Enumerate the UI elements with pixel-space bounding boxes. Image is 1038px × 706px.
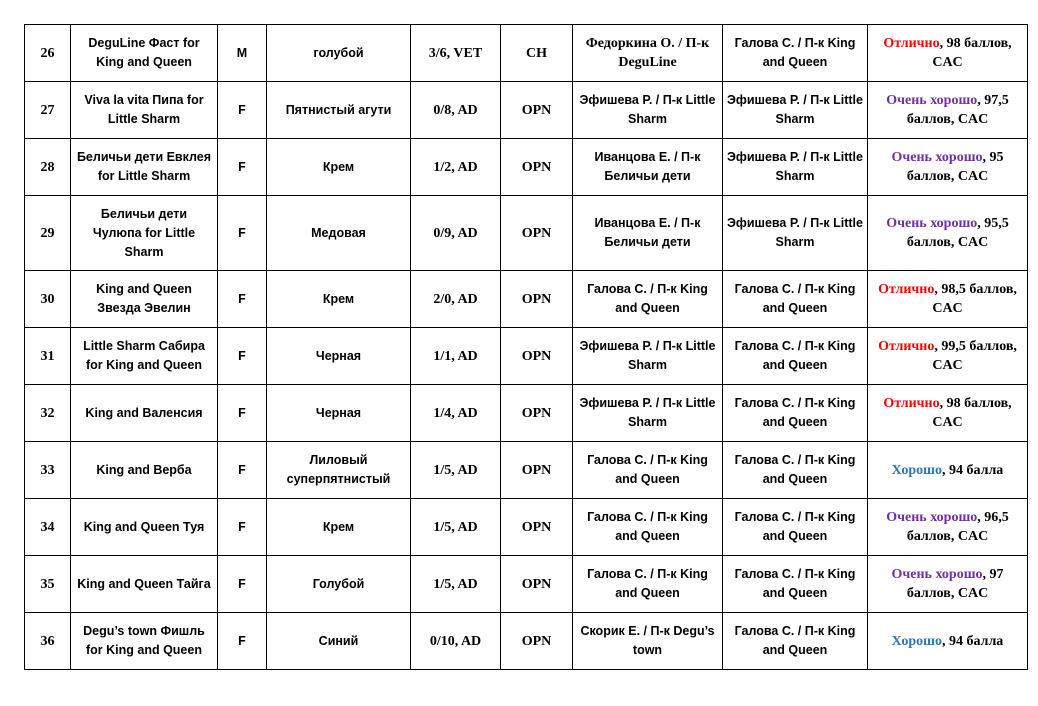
coat-color: Медовая <box>267 196 411 271</box>
grade-cell <box>868 139 1028 196</box>
table-row <box>25 385 1028 442</box>
table-row <box>25 556 1028 613</box>
sex: F <box>218 556 267 613</box>
age-category: 1/4, AD <box>411 385 501 442</box>
show-class: OPN <box>501 82 573 139</box>
table-row <box>25 328 1028 385</box>
coat-color: голубой <box>267 25 411 82</box>
row-number: 35 <box>25 556 71 613</box>
coat-color: Крем <box>267 499 411 556</box>
age-category: 1/5, AD <box>411 442 501 499</box>
grade-label: Хорошо <box>891 462 942 478</box>
coat-color: Крем <box>267 271 411 328</box>
grade-cell <box>868 82 1028 139</box>
grade-cell <box>868 556 1028 613</box>
owner: Галова С. / П-к King and Queen <box>723 556 868 613</box>
sex: M <box>218 25 267 82</box>
animal-name: DeguLine Фаст for King and Queen <box>71 25 218 82</box>
grade-cell <box>868 328 1028 385</box>
sex: F <box>218 499 267 556</box>
grade-detail: , 98 баллов, CAC <box>932 36 1012 70</box>
grade-label: Очень хорошо <box>891 567 983 582</box>
owner: Галова С. / П-к King and Queen <box>723 25 868 82</box>
breeder: Галова С. / П-к King and Queen <box>573 442 723 499</box>
age-category: 0/8, AD <box>411 82 501 139</box>
grade-detail: , 97,5 баллов, CAC <box>906 93 1009 127</box>
animal-name: Беличьи дети Чулюпа for Little Sharm <box>71 196 218 271</box>
grade-label: Очень хорошо <box>886 216 978 231</box>
sex: F <box>218 271 267 328</box>
row-number: 30 <box>25 271 71 328</box>
grade-detail: , 94 балла <box>941 462 1004 478</box>
owner: Эфишева Р. / П-к Little Sharm <box>723 82 868 139</box>
results-table <box>24 24 1028 670</box>
grade-label: Очень хорошо <box>886 93 978 108</box>
owner: Галова С. / П-к King and Queen <box>723 442 868 499</box>
owner: Галова С. / П-к King and Queen <box>723 328 868 385</box>
animal-name: King and Queen Туя <box>71 499 218 556</box>
table-row <box>25 442 1028 499</box>
owner: Галова С. / П-к King and Queen <box>723 613 868 670</box>
grade-cell <box>868 25 1028 82</box>
grade-detail: , 95 баллов, CAC <box>906 150 1004 184</box>
show-class: OPN <box>501 271 573 328</box>
animal-name: King and Валенсия <box>71 385 218 442</box>
age-category: 1/5, AD <box>411 556 501 613</box>
coat-color: Черная <box>267 328 411 385</box>
sex: F <box>218 196 267 271</box>
show-class: OPN <box>501 499 573 556</box>
grade-cell <box>868 385 1028 442</box>
grade-detail: , 94 балла <box>941 633 1004 649</box>
show-class: CH <box>501 25 573 82</box>
show-class: OPN <box>501 196 573 271</box>
breeder: Эфишева Р. / П-к Little Sharm <box>573 328 723 385</box>
show-class: OPN <box>501 385 573 442</box>
row-number: 34 <box>25 499 71 556</box>
grade-cell <box>868 499 1028 556</box>
row-number: 32 <box>25 385 71 442</box>
row-number: 33 <box>25 442 71 499</box>
coat-color: Синий <box>267 613 411 670</box>
table-row <box>25 271 1028 328</box>
grade-label: Очень хорошо <box>891 150 983 165</box>
owner: Эфишева Р. / П-к Little Sharm <box>723 196 868 271</box>
grade-cell <box>868 613 1028 670</box>
grade-label: Отлично <box>878 282 935 297</box>
breeder: Иванцова Е. / П-к Беличьи дети <box>573 139 723 196</box>
breeder: Эфишева Р. / П-к Little Sharm <box>573 385 723 442</box>
coat-color: Черная <box>267 385 411 442</box>
table-row <box>25 613 1028 670</box>
row-number: 36 <box>25 613 71 670</box>
animal-name: King and Верба <box>71 442 218 499</box>
grade-detail: , 95,5 баллов, CAC <box>906 216 1009 250</box>
table-row <box>25 139 1028 196</box>
animal-name: King and Queen Звезда Эвелин <box>71 271 218 328</box>
grade-label: Отлично <box>883 36 940 51</box>
grade-detail: , 98 баллов, CAC <box>932 396 1012 430</box>
grade-detail: , 97 баллов, CAC <box>906 567 1004 601</box>
grade-label: Отлично <box>878 339 935 354</box>
grade-cell <box>868 196 1028 271</box>
animal-name: Viva la vita Пипа for Little Sharm <box>71 82 218 139</box>
table-row <box>25 82 1028 139</box>
grade-label: Очень хорошо <box>886 510 978 525</box>
row-number: 29 <box>25 196 71 271</box>
age-category: 1/2, AD <box>411 139 501 196</box>
age-category: 1/1, AD <box>411 328 501 385</box>
age-category: 0/10, AD <box>411 613 501 670</box>
coat-color: Пятнистый агути <box>267 82 411 139</box>
breeder: Галова С. / П-к King and Queen <box>573 556 723 613</box>
animal-name: Degu’s town Фишль for King and Queen <box>71 613 218 670</box>
coat-color: Голубой <box>267 556 411 613</box>
age-category: 3/6, VET <box>411 25 501 82</box>
sex: F <box>218 442 267 499</box>
row-number: 28 <box>25 139 71 196</box>
sex: F <box>218 328 267 385</box>
animal-name: Little Sharm Сабира for King and Queen <box>71 328 218 385</box>
table-row <box>25 196 1028 271</box>
age-category: 1/5, AD <box>411 499 501 556</box>
animal-name: King and Queen Тайга <box>71 556 218 613</box>
show-class: OPN <box>501 613 573 670</box>
grade-cell <box>868 271 1028 328</box>
sex: F <box>218 139 267 196</box>
grade-label: Отлично <box>883 396 940 411</box>
owner: Галова С. / П-к King and Queen <box>723 499 868 556</box>
animal-name: Беличьи дети Евклея for Little Sharm <box>71 139 218 196</box>
breeder: Федоркина О. / П-к DeguLine <box>573 25 723 82</box>
grade-detail: , 99,5 баллов, CAC <box>932 339 1017 373</box>
row-number: 26 <box>25 25 71 82</box>
sex: F <box>218 385 267 442</box>
owner: Эфишева Р. / П-к Little Sharm <box>723 139 868 196</box>
breeder: Галова С. / П-к King and Queen <box>573 499 723 556</box>
show-class: OPN <box>501 328 573 385</box>
sex: F <box>218 82 267 139</box>
breeder: Эфишева Р. / П-к Little Sharm <box>573 82 723 139</box>
coat-color: Крем <box>267 139 411 196</box>
show-class: OPN <box>501 556 573 613</box>
age-category: 0/9, AD <box>411 196 501 271</box>
owner: Галова С. / П-к King and Queen <box>723 385 868 442</box>
breeder: Галова С. / П-к King and Queen <box>573 271 723 328</box>
breeder: Скорик Е. / П-к Degu’s town <box>573 613 723 670</box>
age-category: 2/0, AD <box>411 271 501 328</box>
grade-detail: , 96,5 баллов, CAC <box>906 510 1009 544</box>
breeder: Иванцова Е. / П-к Беличьи дети <box>573 196 723 271</box>
grade-detail: , 98,5 баллов, CAC <box>932 282 1017 316</box>
show-class: OPN <box>501 442 573 499</box>
row-number: 31 <box>25 328 71 385</box>
grade-label: Хорошо <box>891 633 942 649</box>
table-row <box>25 25 1028 82</box>
owner: Галова С. / П-к King and Queen <box>723 271 868 328</box>
row-number: 27 <box>25 82 71 139</box>
table-row <box>25 499 1028 556</box>
coat-color: Лиловый суперпятнистый <box>267 442 411 499</box>
sex: F <box>218 613 267 670</box>
show-class: OPN <box>501 139 573 196</box>
grade-cell <box>868 442 1028 499</box>
